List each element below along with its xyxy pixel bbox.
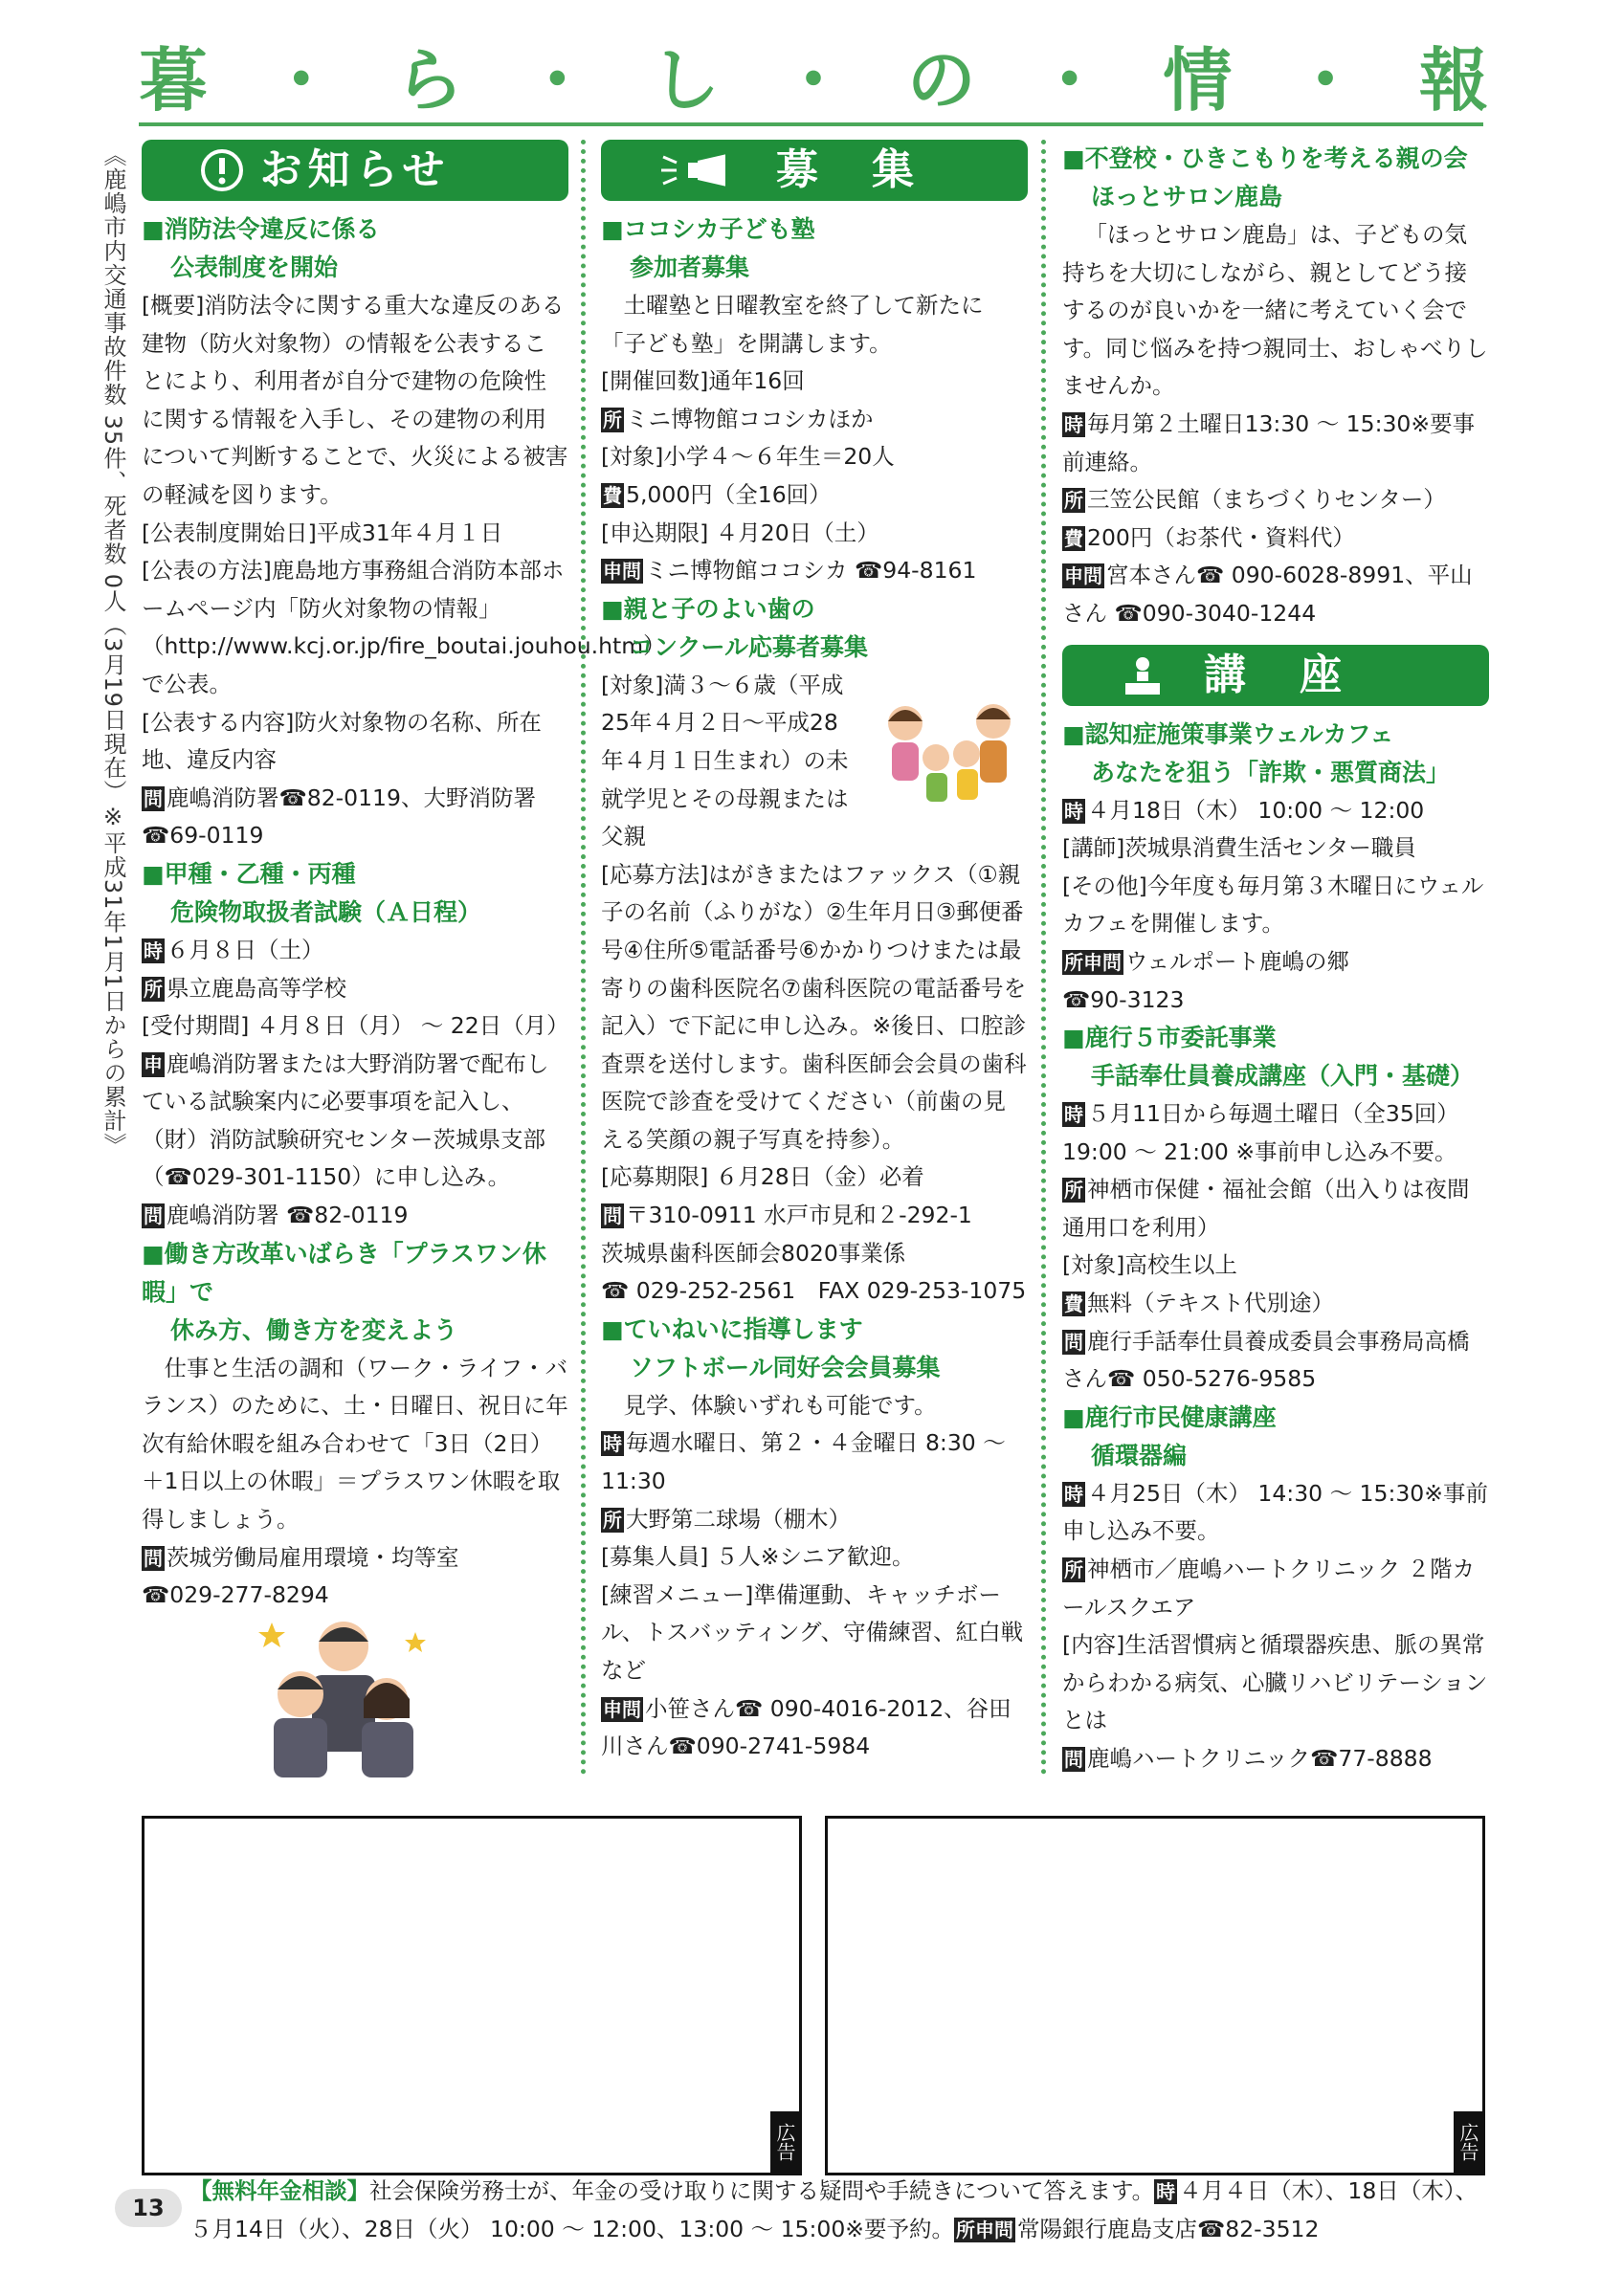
apply-text: 鹿嶋消防署または大野消防署で配布している試験案内に必要事項を記入し、（財）消防試験研究センター茨城県支部（☎029-301-1150）に申し込み。 bbox=[142, 1049, 549, 1191]
article-fee bbox=[601, 476, 1028, 515]
inquiry-icon: 問 bbox=[144, 1546, 163, 1570]
article-contact bbox=[1062, 1740, 1489, 1778]
article-tel: ☎ 029-252-2561 FAX 029-253-1075 bbox=[601, 1277, 1027, 1305]
ad-box bbox=[825, 1816, 1485, 2175]
fee-text: 200円（お茶代・資料代） bbox=[1087, 523, 1355, 551]
lecturer-icon bbox=[1120, 652, 1166, 698]
article-heading: ■ていねいに指導します bbox=[601, 1314, 863, 1343]
lecture-label: 講 座 bbox=[1204, 650, 1347, 699]
article-detail: [公表の方法]鹿島地方事務組合消防本部ホームページ内「防火対象物の情報」（http://www.kcj.or.jp/fire_boutai.jouhou.htm）で公表。 bbox=[142, 557, 666, 697]
article-detail: [練習メニュー]準備運動、キャッチボール、トスバッティング、守備練習、紅白戦など bbox=[601, 1580, 1024, 1684]
article-date bbox=[601, 1424, 1028, 1500]
pension-consultation-notice bbox=[189, 2172, 1481, 2248]
place-icon: 所 bbox=[1064, 489, 1083, 513]
column-divider bbox=[1041, 140, 1046, 1776]
time-icon: 時 bbox=[1064, 1482, 1083, 1506]
contact-text: 鹿嶋消防署☎82-0119、大野消防署☎69-0119 bbox=[142, 784, 536, 850]
family-illustration bbox=[867, 695, 1030, 813]
place-icon: 所 bbox=[1064, 1179, 1083, 1203]
apply-inquiry-icon: 申問 bbox=[603, 560, 641, 584]
page-number: 13 bbox=[115, 2189, 182, 2227]
place-text: 神栖市保健・福祉会館（出入りは夜間通用口を利用） bbox=[1062, 1176, 1470, 1241]
date-text: ５月11日から毎週土曜日（全35回）19:00 ～ 21:00 ※事前申し込み不要。 bbox=[1062, 1100, 1459, 1165]
ad-label: 広告 bbox=[770, 2111, 799, 2173]
title-char: の bbox=[906, 40, 976, 121]
ad-label: 広告 bbox=[1454, 2111, 1482, 2173]
article-heading: ■不登校・ひきこもりを考える親の会 bbox=[1062, 144, 1468, 172]
article-body: [概要]消防法令に関する重大な違反のある建物（防火対象物）の情報を公表することにより、利用者が自分で建物の危険性に関する情報を入手し、その建物の利用について判断することで、火災による被害の軽減を図ります。 bbox=[142, 292, 568, 508]
article-detail: [募集人員] ５人※シニア歓迎。 bbox=[601, 1543, 915, 1571]
article-contact bbox=[601, 1197, 1028, 1235]
title-char: 暮 bbox=[139, 40, 209, 121]
fee-icon: 費 bbox=[603, 483, 622, 507]
article-heading: ■ココシカ子ども塾 bbox=[601, 215, 815, 243]
notice-contact: 常陽銀行鹿島支店☎82-3512 bbox=[1017, 2216, 1320, 2242]
place-icon: 所 bbox=[144, 977, 163, 1001]
time-icon: 時 bbox=[1064, 1103, 1083, 1127]
time-icon: 時 bbox=[1064, 412, 1083, 436]
title-dot: ・ bbox=[1034, 40, 1104, 121]
article-body: 見学、体験いずれも可能です。 bbox=[623, 1391, 937, 1419]
article-detail: [対象]小学４～６年生＝20人 bbox=[601, 443, 895, 471]
article-date bbox=[1062, 1095, 1489, 1171]
article-contact bbox=[601, 1690, 1028, 1766]
article-heading: 手話奉仕員養成講座（入門・基礎） bbox=[1091, 1062, 1475, 1091]
article-place bbox=[601, 401, 1028, 439]
article-contact bbox=[1062, 1323, 1489, 1399]
notice-label: お知らせ bbox=[259, 145, 451, 195]
title-char: し bbox=[651, 40, 721, 121]
title-dot: ・ bbox=[1291, 40, 1361, 121]
contact-text: 鹿嶋消防署 ☎82-0119 bbox=[167, 1202, 409, 1229]
fee-text: 無料（テキスト代別途） bbox=[1087, 1290, 1335, 1317]
notice-header bbox=[142, 140, 568, 201]
contact-text: 宮本さん☎ 090-6028-8991、平山さん ☎090-3040-1244 bbox=[1062, 562, 1473, 627]
article-fee bbox=[1062, 519, 1489, 558]
place-text: ミニ博物館ココシカほか bbox=[626, 405, 874, 432]
article-contact bbox=[1062, 557, 1489, 632]
time-icon: 時 bbox=[144, 938, 163, 962]
exclamation-icon bbox=[199, 147, 245, 193]
article-detail: [その他]今年度も毎月第３木曜日にウェルカフェを開催します。 bbox=[1062, 872, 1484, 938]
article-fee bbox=[1062, 1285, 1489, 1323]
article-detail: [応募方法]はがきまたはファックス（①親子の名前（ふりがな）②生年月日③郵便番号④住所⑤電話番号⑥かかりつけまたは最寄りの歯科医院名⑦歯科医院の電話番号を記入）で下記に申し込み。※後日、口腔診査票を送付します。歯科医師会会員の歯科医院で診査を受けてください（前歯の見える笑顔の親子写真を持参）。 bbox=[601, 860, 1027, 1153]
recruit-label: 募 集 bbox=[776, 145, 920, 195]
ad-box bbox=[142, 1816, 802, 2175]
contact-text: 小笹さん☎ 090-4016-2012、谷田川さん☎090-2741-5984 bbox=[601, 1694, 1012, 1760]
article-apply bbox=[142, 1046, 568, 1197]
notice-date: ４月４日（木）、18日（木）、５月14日（火）、28日（火） 10:00 ～ 12:00、13:00 ～ 15:00※要予約。 bbox=[189, 2177, 1478, 2242]
article-detail: [対象]高校生以上 bbox=[1062, 1251, 1237, 1279]
article-heading: 循環器編 bbox=[1091, 1441, 1188, 1469]
megaphone-icon bbox=[639, 147, 725, 193]
article-heading: あなたを狙う「詐欺・悪質商法」 bbox=[1091, 758, 1451, 786]
apply-icon: 申 bbox=[144, 1052, 163, 1076]
article-heading: ほっとサロン鹿島 bbox=[1091, 183, 1283, 210]
place-text: 県立鹿島高等学校 bbox=[167, 974, 346, 1002]
article-heading: ■働き方改革いばらき「プラスワン休暇」で bbox=[142, 1239, 546, 1306]
title-divider bbox=[139, 122, 1483, 126]
article-place bbox=[1062, 1171, 1489, 1247]
article-contact bbox=[1062, 943, 1489, 982]
article-detail: [申込期限] ４月20日（土） bbox=[601, 519, 879, 546]
date-text: 毎週水曜日、第２・４金曜日 8:30 ～ 11:30 bbox=[601, 1429, 1006, 1495]
article-body: 「ほっとサロン鹿島」は、子どもの気持ちを大切にしながら、親としてどう接するのが良いかを一緒に考えていく会です。同じ悩みを持つ親同士、おしゃべりしませんか。 bbox=[1062, 221, 1488, 400]
traffic-accident-note: 《鹿嶋市内交通事故件数 35件、死者数 0人（3月19日現在）※平成31年1月1日からの累計》 bbox=[100, 144, 126, 1157]
article-detail: [対象]満３～６歳（平成25年４月２日～平成28年４月１日生まれ）の未就学児とその母親または父親 bbox=[601, 671, 849, 850]
article-tel: ☎029-277-8294 bbox=[142, 1581, 329, 1609]
title-dot: ・ bbox=[522, 40, 592, 121]
article-detail: [受付期間] ４月８日（月） ～ 22日（月） bbox=[142, 1012, 569, 1040]
title-char: ら bbox=[394, 40, 464, 121]
apply-inquiry-icon: 申問 bbox=[603, 1697, 641, 1721]
article-heading: 危険物取扱者試験（Ａ日程） bbox=[170, 897, 482, 926]
date-text: ４月18日（木） 10:00 ～ 12:00 bbox=[1087, 796, 1425, 824]
notice-heading: 【無料年金相談】 bbox=[189, 2177, 369, 2204]
article-detail: [開催回数]通年16回 bbox=[601, 367, 805, 395]
recruit-header bbox=[601, 140, 1028, 201]
contact-text: ウェルポート鹿嶋の郷 bbox=[1125, 947, 1350, 975]
article-heading: 参加者募集 bbox=[630, 254, 750, 281]
article-heading: コンクール応募者募集 bbox=[630, 632, 869, 661]
place-text: 三笠公民館（まちづくりセンター） bbox=[1087, 486, 1446, 514]
article-contact bbox=[142, 780, 568, 855]
date-text: 毎月第２土曜日13:30 ～ 15:30※要事前連絡。 bbox=[1062, 409, 1476, 475]
article-date bbox=[1062, 406, 1489, 481]
inquiry-icon: 問 bbox=[1064, 1330, 1083, 1354]
article-body: 仕事と生活の調和（ワーク・ライフ・バランス）のために、土・日曜日、祝日に年次有給休暇を組み合わせて「3日（2日）＋1日以上の休暇」＝プラスワン休暇を取得しましょう。 bbox=[142, 1354, 568, 1534]
place-text: 大野第二球場（棚木） bbox=[626, 1505, 851, 1533]
contact-text: 茨城労働局雇用環境・均等室 bbox=[167, 1543, 459, 1571]
article-place bbox=[1062, 1551, 1489, 1626]
article-place bbox=[142, 970, 568, 1008]
article-detail: [応募期限] ６月28日（金）必着 bbox=[601, 1163, 924, 1191]
recruit-column bbox=[601, 140, 1028, 1766]
inquiry-icon: 問 bbox=[603, 1204, 622, 1228]
article-org: 茨城県歯科医師会8020事業係 bbox=[601, 1239, 906, 1267]
article-place bbox=[601, 1501, 1028, 1539]
article-detail: [講師]茨城県消費生活センター職員 bbox=[1062, 834, 1416, 862]
article-contact bbox=[601, 552, 1028, 590]
article-date bbox=[1062, 1475, 1489, 1551]
inquiry-icon: 問 bbox=[144, 786, 163, 810]
article-heading: ■消防法令違反に係る bbox=[142, 215, 380, 243]
inquiry-icon: 問 bbox=[144, 1204, 163, 1228]
title-char: 情 bbox=[1163, 40, 1233, 121]
article-heading: ソフトボール同好会会員募集 bbox=[630, 1353, 941, 1381]
title-dot: ・ bbox=[778, 40, 848, 121]
date-text: ４月25日（木） 14:30 ～ 15:30※事前申し込み不要。 bbox=[1062, 1479, 1488, 1545]
time-icon: 時 bbox=[1156, 2180, 1176, 2203]
contact-text: 鹿行手話奉仕員養成委員会事務局高橋さん☎ 050-5276-9585 bbox=[1062, 1327, 1470, 1393]
article-detail: [内容]生活習慣病と循環器疾患、脈の異常からわかる病気、心臓リハビリテーションとは bbox=[1062, 1631, 1488, 1734]
article-heading: ■鹿行５市委託事業 bbox=[1062, 1024, 1277, 1052]
title-dot: ・ bbox=[266, 40, 336, 121]
article-heading: ■鹿行市民健康講座 bbox=[1062, 1402, 1277, 1431]
article-heading: 休み方、働き方を変えよう bbox=[170, 1315, 458, 1344]
fee-icon: 費 bbox=[1064, 1292, 1083, 1316]
right-column bbox=[1062, 140, 1489, 1778]
place-icon: 所 bbox=[603, 408, 622, 431]
celebrating-people-illustration bbox=[253, 1603, 434, 1785]
page-title bbox=[139, 27, 1488, 122]
article-body: 土曜塾と日曜教室を終了して新たに「子ども塾」を開講します。 bbox=[601, 292, 984, 357]
place-apply-inquiry-icon: 所申問 bbox=[956, 2219, 1013, 2241]
time-icon: 時 bbox=[603, 1432, 622, 1456]
lecture-header bbox=[1062, 645, 1489, 706]
article-heading: ■甲種・乙種・丙種 bbox=[142, 859, 356, 888]
article-contact bbox=[142, 1539, 568, 1578]
column-divider bbox=[581, 140, 586, 1776]
article-detail: [公表制度開始日]平成31年４月１日 bbox=[142, 519, 503, 546]
address-text: 〒310-0911 水戸市見和２-292-1 bbox=[626, 1202, 972, 1229]
article-heading: ■認知症施策事業ウェルカフェ bbox=[1062, 719, 1394, 748]
place-apply-inquiry-icon: 所申問 bbox=[1064, 950, 1122, 974]
article-contact bbox=[142, 1197, 568, 1235]
time-icon: 時 bbox=[1064, 799, 1083, 823]
article-date bbox=[1062, 792, 1489, 830]
article-detail: [公表する内容]防火対象物の名称、所在地、違反内容 bbox=[142, 708, 542, 774]
title-char: 報 bbox=[1418, 40, 1488, 121]
contact-text: 鹿嶋ハートクリニック☎77-8888 bbox=[1087, 1745, 1433, 1772]
fee-text: 5,000円（全16回） bbox=[626, 480, 832, 508]
inquiry-icon: 問 bbox=[1064, 1748, 1083, 1771]
place-text: 神栖市／鹿嶋ハートクリニック ２階カールスクエア bbox=[1062, 1556, 1476, 1621]
article-heading: ■親と子のよい歯の bbox=[601, 594, 815, 623]
article-date bbox=[142, 932, 568, 970]
apply-inquiry-icon: 申問 bbox=[1064, 564, 1102, 588]
article-place bbox=[1062, 481, 1489, 519]
place-icon: 所 bbox=[603, 1508, 622, 1532]
article-tel: ☎90-3123 bbox=[1062, 985, 1185, 1013]
notice-text: 社会保険労務士が、年金の受け取りに関する疑問や手続きについて答えます。 bbox=[369, 2177, 1155, 2204]
article-heading: 公表制度を開始 bbox=[170, 254, 339, 281]
fee-icon: 費 bbox=[1064, 526, 1083, 550]
date-text: ６月８日（土） bbox=[167, 936, 324, 963]
contact-text: ミニ博物館ココシカ ☎94-8161 bbox=[645, 557, 977, 585]
place-icon: 所 bbox=[1064, 1558, 1083, 1582]
